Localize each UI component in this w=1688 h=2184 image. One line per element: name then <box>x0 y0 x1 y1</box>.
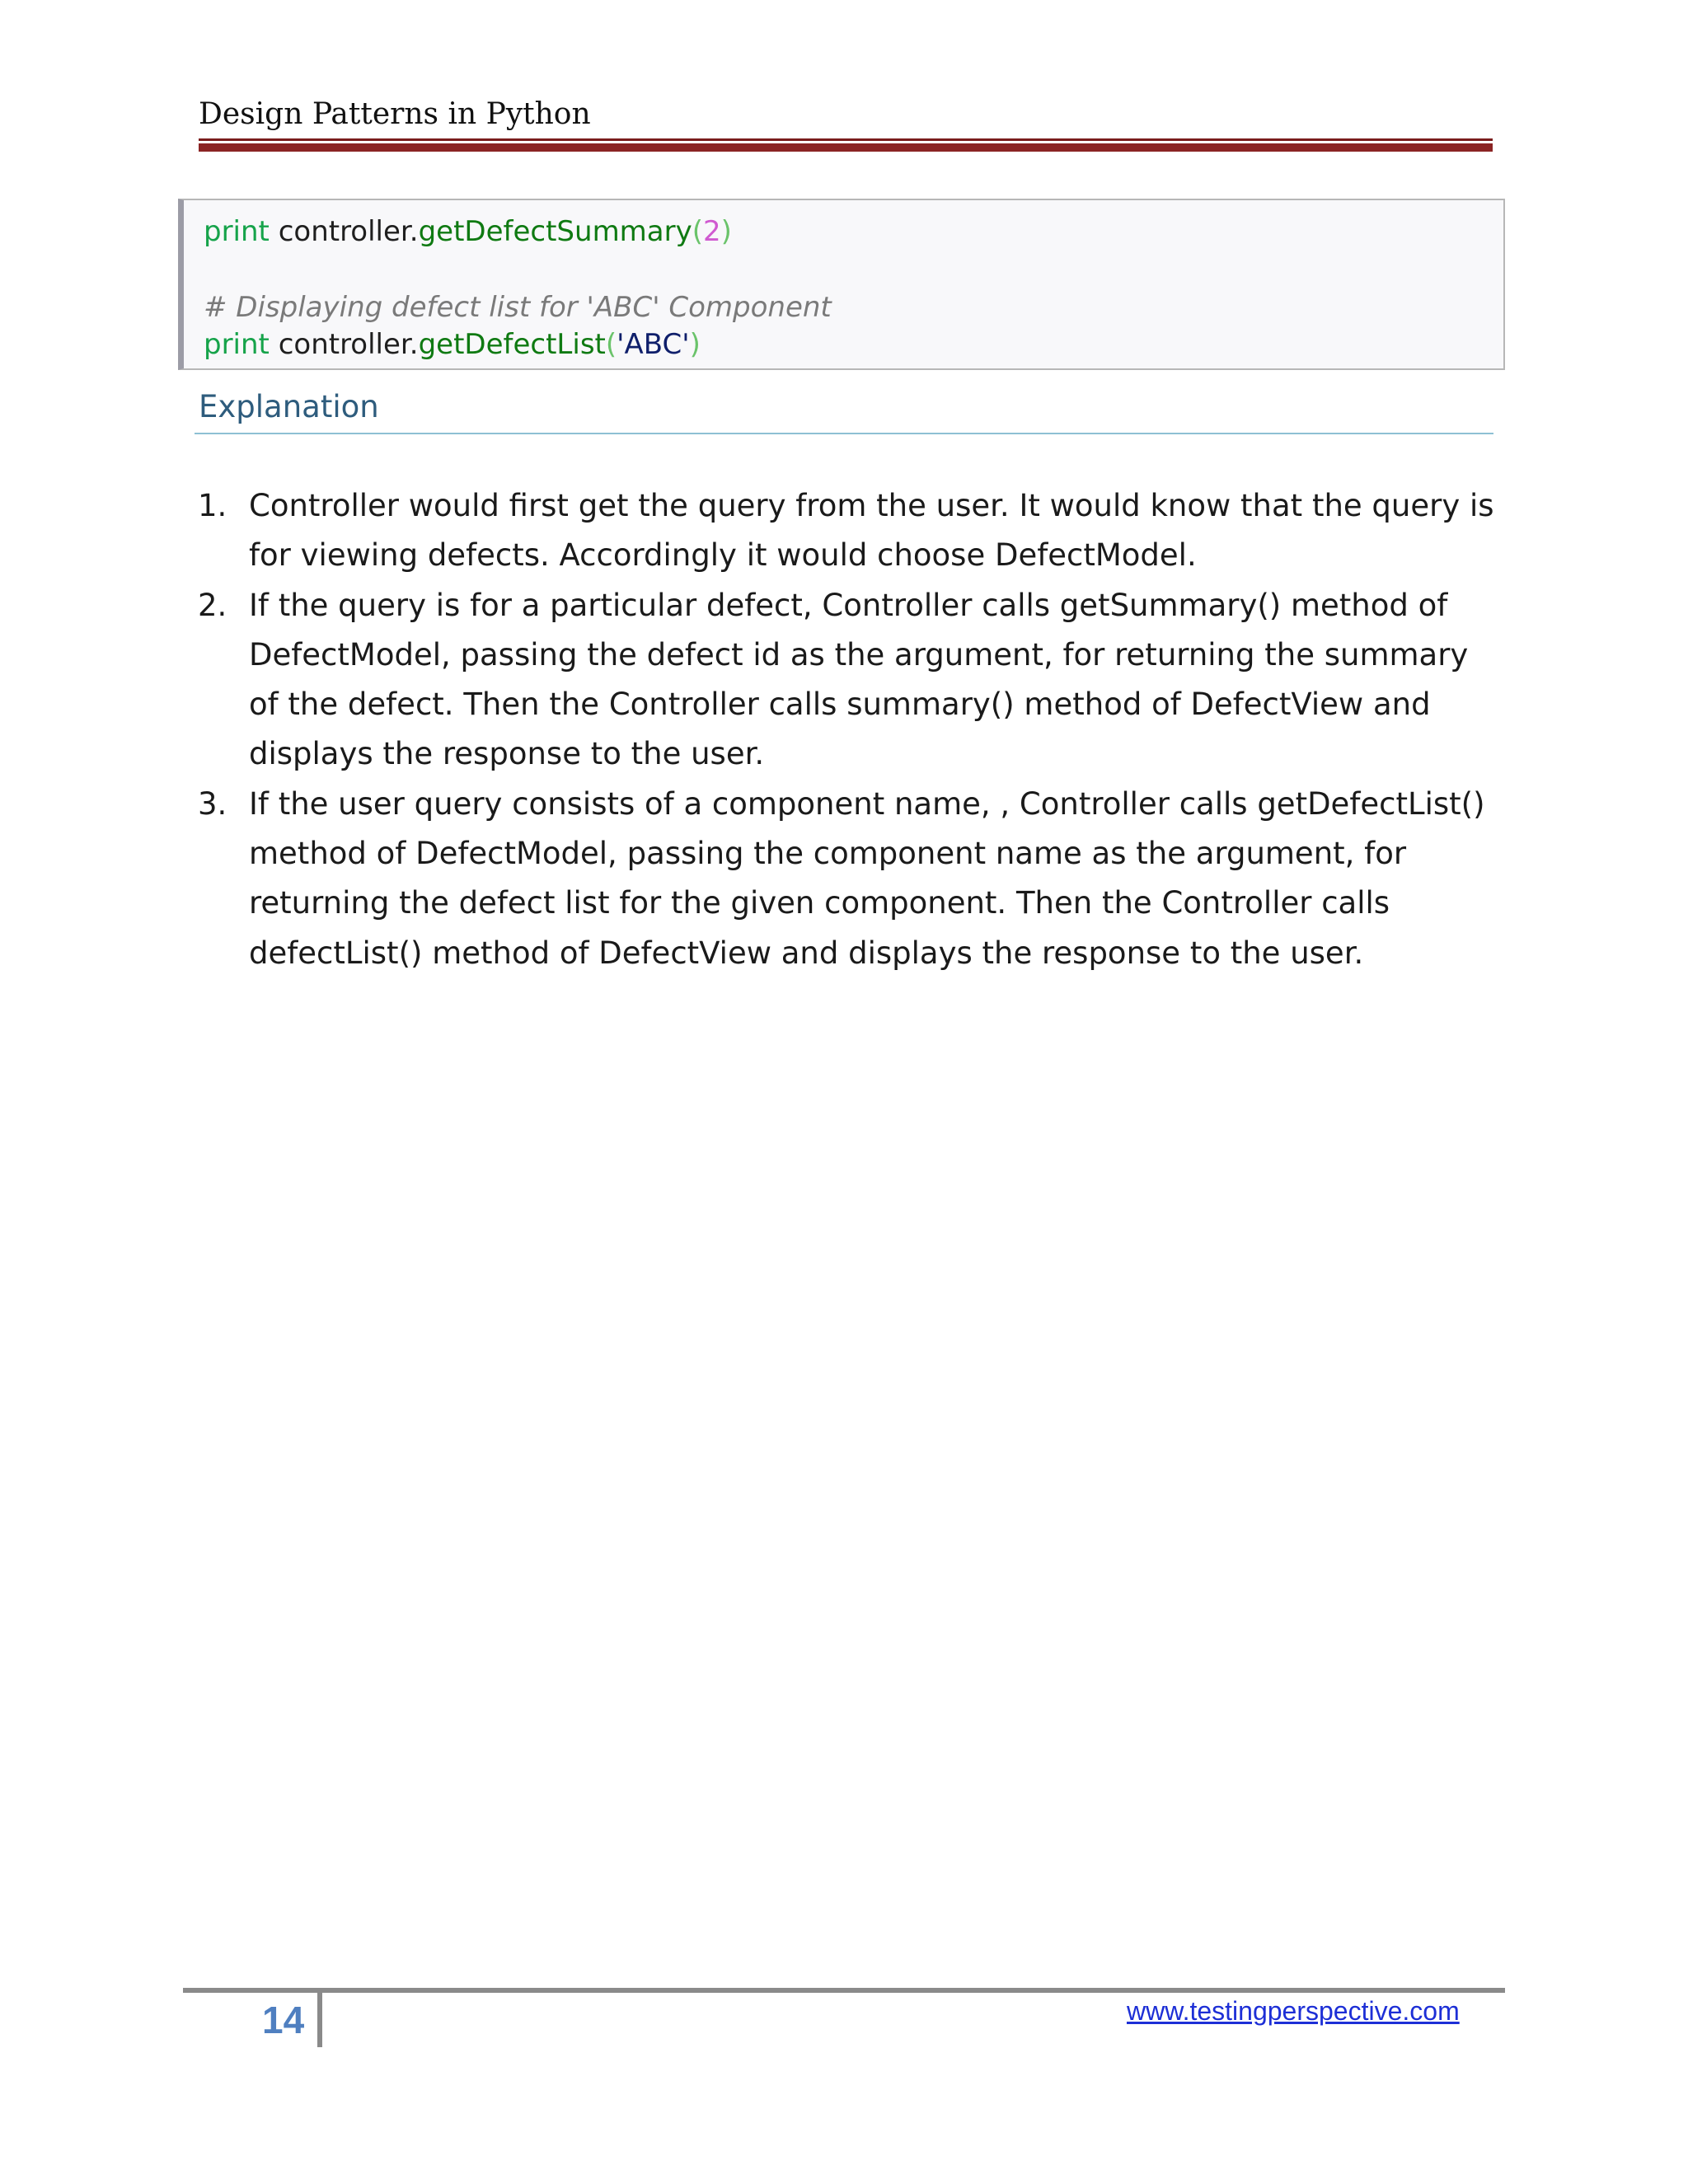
list-item-number: 1. <box>198 488 227 523</box>
code-keyword: print <box>204 215 270 248</box>
page-number: 14 <box>262 1999 305 2041</box>
numbered-list <box>198 481 1500 978</box>
code-keyword: print <box>204 328 270 361</box>
code-argument: 2 <box>703 215 721 248</box>
section-rule <box>195 433 1493 434</box>
footer-rule <box>183 1988 1505 1993</box>
list-item-number: 3. <box>198 785 227 822</box>
code-object: controller. <box>278 215 419 248</box>
footer-divider <box>317 1991 322 2047</box>
website-link[interactable]: www.testingperspective.com <box>1127 1996 1460 2026</box>
code-line-2 <box>204 291 832 324</box>
code-line-1 <box>204 215 732 248</box>
code-close-paren: ) <box>689 328 701 361</box>
code-block <box>178 199 1505 370</box>
code-argument: 'ABC' <box>617 328 690 361</box>
code-object: controller. <box>278 328 419 361</box>
list-item-number: 2. <box>198 587 227 623</box>
list-item <box>198 481 1500 581</box>
header-rule-thick <box>199 143 1493 152</box>
code-function: getDefectSummary <box>418 215 692 248</box>
list-item-text: If the user query consists of a component name, , Controller calls getDefectList() method of DefectModel, passing the component name as the argument, for returning the defect list for the given component. Then the Controller calls defectList() method of DefectView and displays the response to the user. <box>249 785 1485 971</box>
running-header-title: Design Patterns in Python <box>199 97 591 131</box>
section-heading: Explanation <box>199 389 379 424</box>
code-open-paren: ( <box>605 328 617 361</box>
code-close-paren: ) <box>720 215 732 248</box>
header-rule-thin <box>199 138 1493 141</box>
code-line-3 <box>204 328 701 361</box>
list-item-text: Controller would first get the query from the user. It would know that the query is for viewing defects. Accordingly it would choose DefectModel. <box>249 488 1494 574</box>
list-item <box>198 780 1500 978</box>
code-function: getDefectList <box>418 328 606 361</box>
list-item-text: If the query is for a particular defect, Controller calls getSummary() method of DefectModel, passing the defect id as the argument, for returning the summary of the defect. Then the Controller calls summary() method of DefectView and displays the response to the user. <box>249 587 1469 772</box>
code-comment: # Displaying defect list for 'ABC' Component <box>204 291 832 324</box>
code-open-paren: ( <box>692 215 704 248</box>
list-item <box>198 581 1500 780</box>
